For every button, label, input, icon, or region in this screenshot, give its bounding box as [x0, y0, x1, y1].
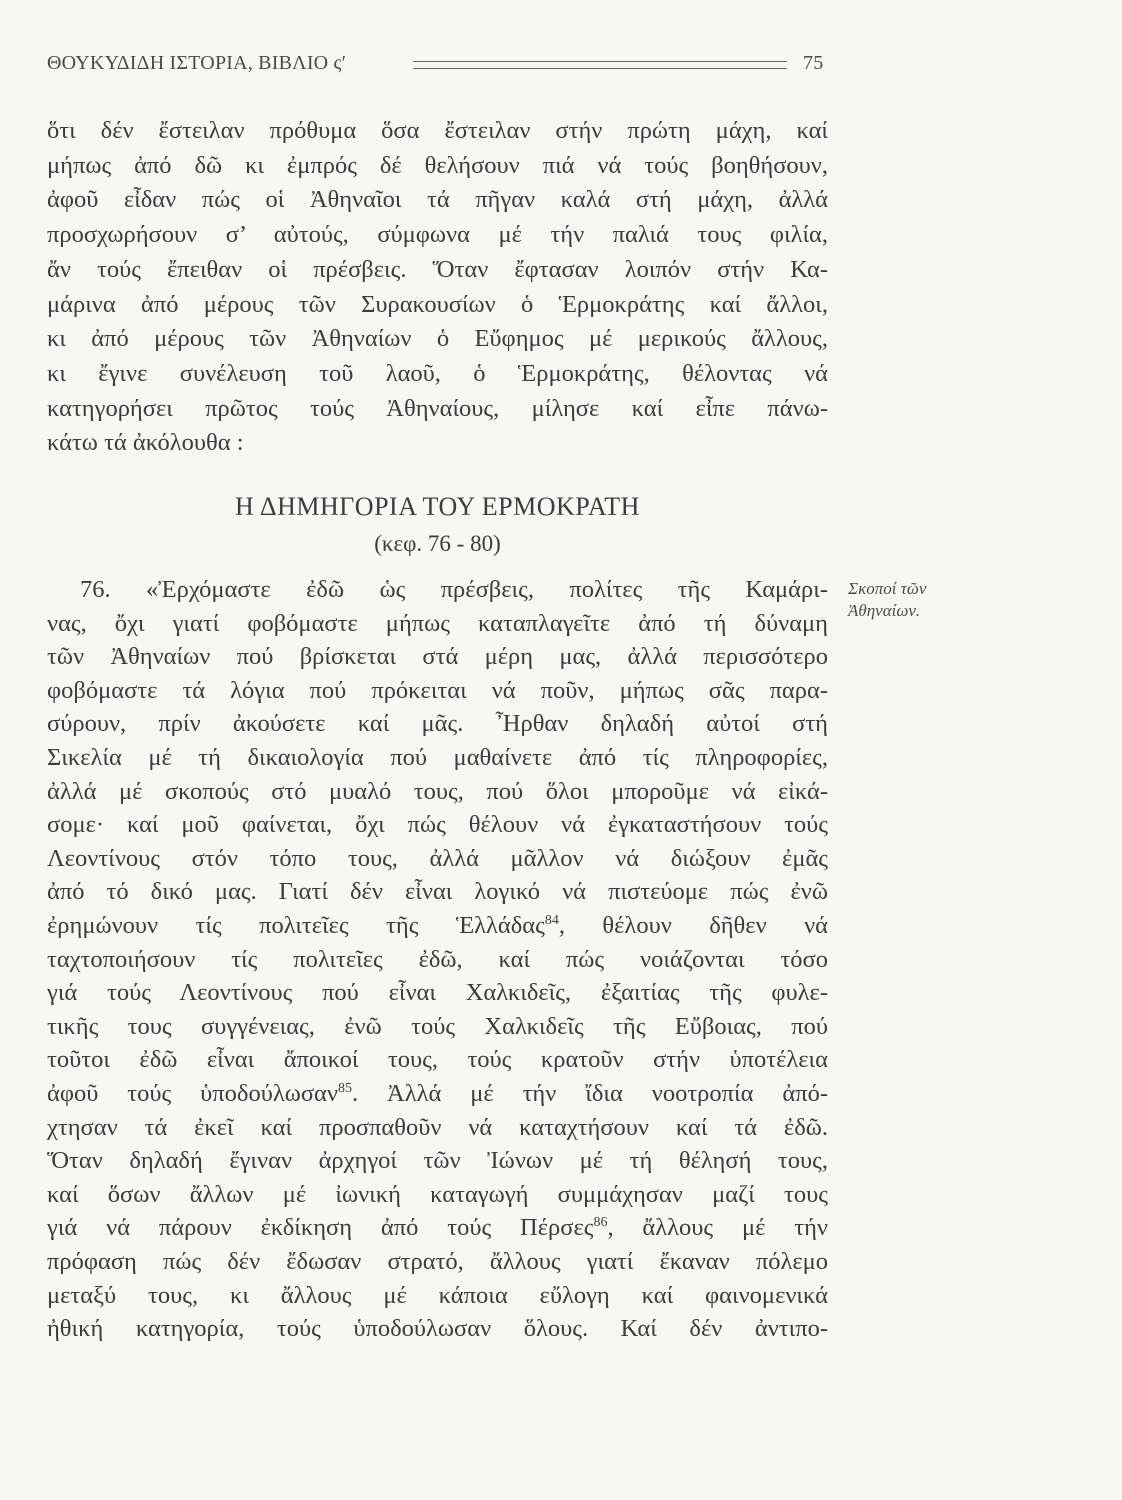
text-line [47, 1012, 828, 1042]
text-line [47, 877, 828, 907]
line-text: ἀλλά μέ σκοπούς στό μυαλό τους, πού ὅλοι μποροῦμε νά εἰκά- [47, 777, 828, 805]
text-line [47, 290, 828, 320]
text-line [47, 185, 828, 215]
text-line [47, 1146, 828, 1176]
text-line [47, 743, 828, 773]
text-line [47, 709, 828, 739]
line-text: κατηγορήσει πρῶτος τούς Ἀθηναίους, μίλησε καί εἶπε πάνω- [47, 394, 828, 422]
text-line [47, 777, 828, 807]
text-line [47, 394, 828, 424]
line-text: νας, ὄχι γιατί φοβόμαστε μήπως καταπλαγεῖτε ἀπό τή δύναμη [47, 609, 828, 637]
section-subtitle: (κεφ. 76 - 80) [374, 531, 501, 556]
line-text: ἀφοῦ εἶδαν πώς οἱ Ἀθηναῖοι τά πῆγαν καλά στή μάχη, ἀλλά [47, 186, 828, 214]
line-text: μάρινα ἀπό μέρους τῶν Συρακουσίων ὁ Ἑρμοκράτης καί ἄλλοι, [47, 290, 828, 318]
text-line [47, 1045, 828, 1075]
header-double-rule [413, 61, 787, 69]
text-line [47, 642, 828, 672]
line-text-tail: , ἄλλους μέ τήν [607, 1214, 828, 1242]
line-text: σύρουν, πρίν ἀκούσετε καί μᾶς. Ἦρθαν δηλαδή αὐτοί στή [47, 710, 828, 738]
line-text: προσχωρήσουν σ’ αὐτούς, σύμφωνα μέ τήν παλιά τους φιλία, [47, 221, 828, 249]
line-text: ἄν τούς ἔπειθαν οἱ πρέσβεις. Ὅταν ἔφτασαν λοιπόν στήν Κα- [47, 255, 828, 283]
text-line [47, 844, 828, 874]
line-text: τικῆς τους συγγένειας, ἐνῶ τούς Χαλκιδεῖς τῆς Εὔβοιας, πού [47, 1012, 828, 1040]
text-line [47, 810, 828, 840]
line-text: ταχτοποιήσουν τίς πολιτεῖες ἐδῶ, καί πώς νοιάζονται τόσο [47, 945, 828, 973]
text-line [47, 116, 828, 146]
margin-note-line: Σκοποί τῶν [848, 579, 927, 598]
page-number: 75 [803, 52, 824, 74]
line-text: ἀπό τό δικό μας. Γιατί δέν εἶναι λογικό νά πιστεύομε πώς ἐνῶ [47, 878, 828, 906]
line-text: ὅτι δέν ἔστειλαν πρόθυμα ὅσα ἔστειλαν στήν πρώτη μάχη, καί [47, 117, 828, 144]
text-line [47, 255, 828, 285]
section-title: Η ΔΗΜΗΓΟΡΙΑ ΤΟΥ ΕΡΜΟΚΡΑΤΗ [235, 492, 640, 521]
line-text: καί ὅσων ἄλλων μέ ἰωνική καταγωγή συμμάχησαν μαζί τους [47, 1180, 828, 1208]
line-text: ἀφοῦ τούς ὑποδούλωσαν [47, 1080, 338, 1107]
line-text: ἠθική κατηγορία, τούς ὑποδούλωσαν ὅλους. Καί δέν ἀντιπο- [47, 1315, 828, 1343]
text-line [47, 1213, 828, 1243]
text-line [80, 575, 828, 605]
line-text: γιά τούς Λεοντίνους πού εἶναι Χαλκιδεῖς, ἐξαιτίας τῆς φυλε- [47, 979, 828, 1007]
line-text: κι ἔγινε συνέλευση τοῦ λαοῦ, ὁ Ἑρμοκράτης, θέλοντας νά [47, 359, 828, 387]
text-line [47, 676, 828, 706]
footnote-ref[interactable]: 86 [593, 1215, 608, 1231]
line-text: πρόφαση πώς δέν ἔδωσαν στρατό, ἄλλους γιατί ἔκαναν πόλεμο [47, 1248, 828, 1275]
line-text: σομε· καί μοῦ φαίνεται, ὄχι πώς θέλουν νά ἐγκαταστήσουν τούς [47, 811, 828, 839]
text-line [47, 1281, 828, 1311]
text-line [47, 1314, 828, 1344]
line-text: Ὅταν δηλαδή ἔγιναν ἀρχηγοί τῶν Ἰώνων μέ τή θέλησή τους, [47, 1147, 828, 1175]
line-text: φοβόμαστε τά λόγια πού πρόκειται νά ποῦν, μήπως σᾶς παρα- [47, 676, 828, 704]
line-text: 76. «Ἐρχόμαστε ἐδῶ ὡς πρέσβεις, πολίτες τῆς Καμάρι- [80, 576, 828, 603]
text-line [47, 1247, 828, 1277]
text-line [47, 978, 828, 1008]
text-line [47, 428, 828, 458]
line-text: κάτω τά ἀκόλουθα : [47, 429, 244, 457]
line-text: Σικελία μέ τή δικαιολογία πού μαθαίνετε ἀπό τίς πληροφορίες, [47, 744, 828, 771]
line-text-tail: . Ἀλλά μέ τήν ἴδια νοοτροπία ἀπό- [351, 1080, 828, 1107]
text-line [47, 220, 828, 250]
text-line [47, 1180, 828, 1210]
text-line [47, 359, 828, 389]
line-text: κι ἀπό μέρους τῶν Ἀθηναίων ὁ Εὔφημος μέ μερικούς ἄλλους, [47, 325, 828, 353]
line-text: χτησαν τά ἐκεῖ καί προσπαθοῦν νά καταχτήσουν καί τά ἐδῶ. [47, 1113, 828, 1141]
line-text-tail: , θέλουν δῆθεν νά [558, 912, 829, 939]
line-text: τῶν Ἀθηναίων πού βρίσκεται στά μέρη μας, ἀλλά περισσότερο [47, 643, 828, 671]
text-line [47, 1079, 828, 1109]
margin-note [848, 578, 926, 622]
text-line [47, 945, 828, 975]
footnote-ref[interactable]: 85 [337, 1081, 352, 1096]
margin-note-line: Ἀθηναίων. [848, 601, 921, 620]
line-text: μεταξύ τους, κι ἄλλους μέ κάποια εὔλογη καί φαινομενικά [47, 1281, 828, 1309]
text-line [47, 324, 828, 354]
line-text: τοῦτοι ἐδῶ εἶναι ἄποικοί τους, τούς κρατοῦν στήν ὑποτέλεια [47, 1046, 828, 1074]
text-line [47, 1113, 828, 1143]
line-text: Λεοντίνους στόν τόπο τους, ἀλλά μᾶλλον νά διώξουν ἐμᾶς [47, 844, 828, 872]
text-line [47, 151, 828, 181]
line-text: ἐρημώνουν τίς πολιτεῖες τῆς Ἑλλάδας [47, 912, 545, 939]
line-text: μήπως ἀπό δῶ κι ἐμπρός δέ θελήσουν πιά νά τούς βοηθήσουν, [47, 151, 828, 179]
line-text: γιά νά πάρουν ἐκδίκηση ἀπό τούς Πέρσες [47, 1214, 594, 1242]
text-line [47, 911, 828, 941]
running-title: ΘΟΥΚΥΔΙΔΗ ΙΣΤΟΡΙΑ, ΒΙΒΛΙΟ ς′ [47, 52, 347, 74]
text-line [47, 609, 828, 639]
footnote-ref[interactable]: 84 [544, 913, 559, 928]
